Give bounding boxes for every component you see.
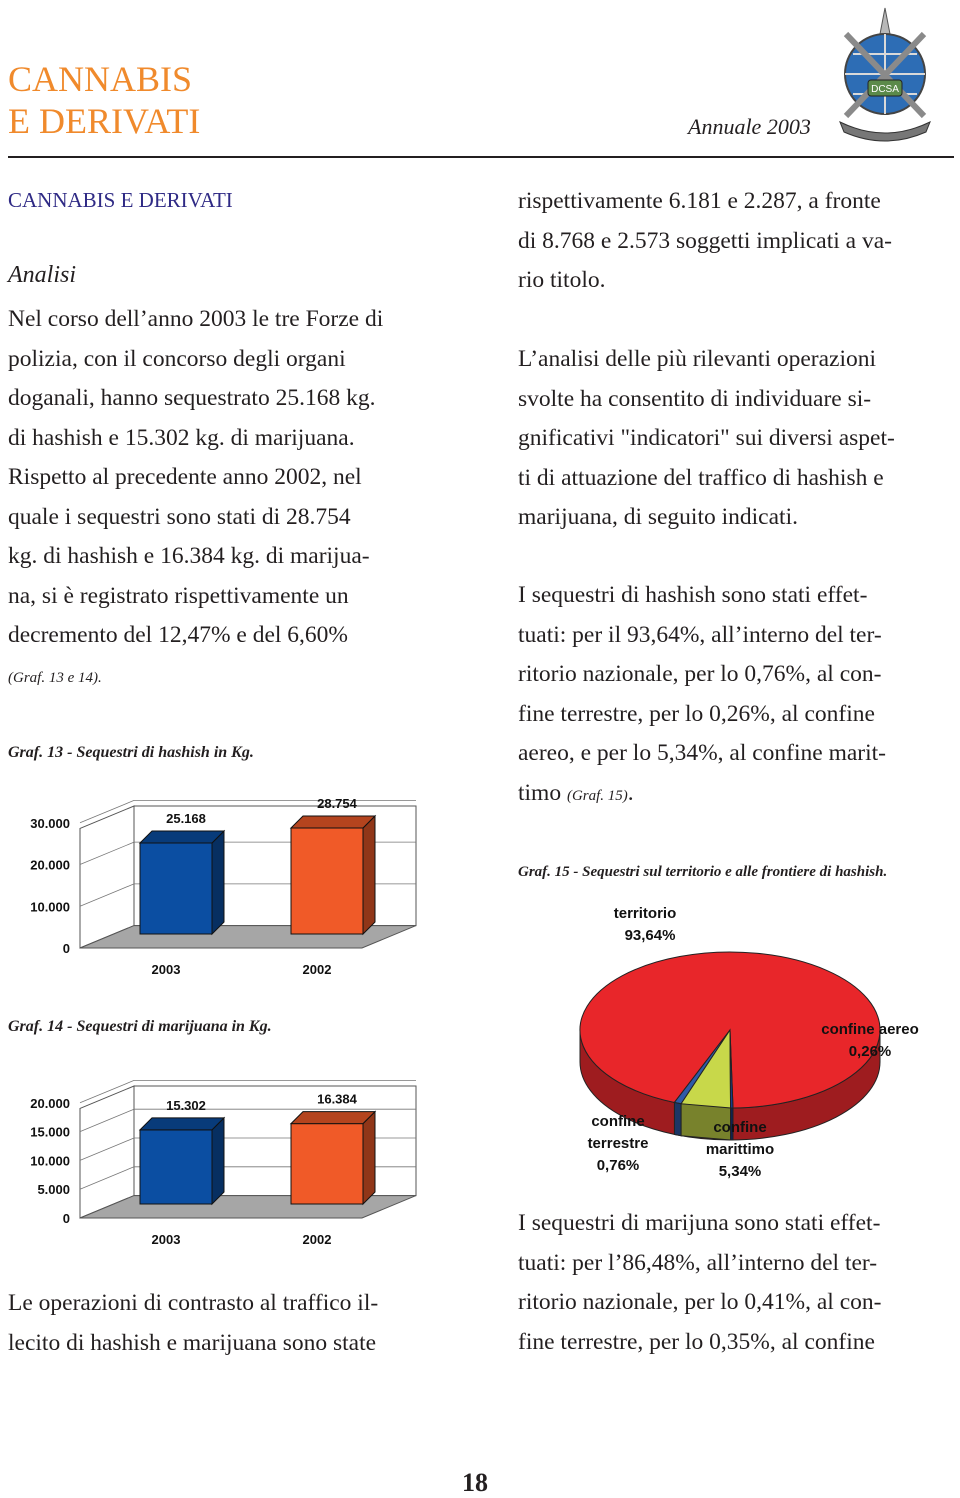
graf14-caption: Graf. 14 - Sequestri di marijuana in Kg. <box>8 1018 272 1035</box>
text-line: tuati: per l’86,48%, all’interno del ter- <box>518 1249 878 1276</box>
text-line: rio titolo. <box>518 267 606 293</box>
pie-label: confine aereo <box>821 1021 919 1038</box>
text-line: doganali, hanno sequestrato 25.168 kg. <box>8 385 376 411</box>
text-line: Rispetto al precedente anno 2002, nel <box>8 464 362 490</box>
text-line: kg. di hashish e 16.384 kg. di marijua- <box>8 543 370 569</box>
text-line: tuati: per il 93,64%, all’interno del ter- <box>518 621 882 648</box>
text-line: quale i sequestri sono stati di 28.754 <box>8 503 351 530</box>
bar-top <box>140 1118 224 1130</box>
bar-side <box>212 831 224 934</box>
x-category-label: 2003 <box>151 962 181 977</box>
pie-label: marittimo <box>705 1141 775 1158</box>
y-tick-label: 15.000 <box>30 1124 70 1140</box>
graf13-bar-chart <box>8 792 428 982</box>
pie-label: 0,76% <box>596 1157 640 1174</box>
graf14-bar-chart <box>8 1072 428 1252</box>
bar-top <box>291 816 375 828</box>
chart-side-wall <box>80 806 134 948</box>
text-line: fine terrestre, per lo 0,35%, al confine <box>518 1328 875 1355</box>
bar-value-label: 16.384 <box>317 1091 357 1107</box>
text-line: fine terrestre, per lo 0,26%, al confine <box>518 700 875 727</box>
y-tick-label: 20.000 <box>30 1095 70 1111</box>
graf13-caption: Graf. 13 - Sequestri di hashish in Kg. <box>8 744 254 761</box>
pie-slice-side <box>674 1102 681 1135</box>
bar-front <box>291 1124 363 1204</box>
text-line: svolte ha consentito di individuare si- <box>518 385 872 412</box>
right-paragraph-3: I sequestri di hashish sono stati effet- tuati: per il 93,64%, all’interno del ter- ritorio nazionale, per lo 0,76%, al con- fine terrestre, per lo 0,26%, al confine aereo, e per lo 5,34%, al confine marit- timo (Graf. 15). <box>518 576 952 813</box>
graf15-pie-chart <box>570 896 950 1192</box>
header-title <box>8 58 200 142</box>
text-line: na, si è registrato rispettivamente un <box>8 582 349 609</box>
text-line: di hashish e 15.302 kg. di marijuana. <box>8 424 355 451</box>
left-paragraph-1 <box>8 300 440 695</box>
text-line: L’analisi delle più rilevanti operazioni <box>518 346 877 372</box>
text-line: polizia, con il concorso degli organi <box>8 345 346 372</box>
x-category-label: 2003 <box>151 1232 181 1247</box>
y-tick-label: 30.000 <box>30 815 70 831</box>
header-divider <box>8 156 954 158</box>
bar-2002 <box>291 1112 375 1204</box>
text-line: di 8.768 e 2.573 soggetti implicati a va- <box>518 227 892 254</box>
bar-value-label: 28.754 <box>317 796 357 811</box>
bar-side <box>363 816 375 934</box>
text-line: ti di attuazione del traffico di hashish e <box>518 464 884 491</box>
y-tick-label: 0 <box>62 941 70 956</box>
bar-value-label: 15.302 <box>166 1097 206 1113</box>
pie-label: 93,64% <box>624 927 676 944</box>
text-line: rispettivamente 6.181 e 2.287, a fronte <box>518 188 881 214</box>
text-line: ritorio nazionale, per lo 0,41%, al con- <box>518 1289 882 1315</box>
bar-2003 <box>140 831 224 934</box>
text-line: Le operazioni di contrasto al traffico il- <box>8 1290 379 1316</box>
y-tick-label: 0 <box>62 1211 70 1226</box>
pie-label: 0,26% <box>848 1043 892 1060</box>
text-line: timo <box>518 779 562 806</box>
bar-value-label: 25.168 <box>166 810 206 826</box>
pie-label: confine <box>591 1113 645 1130</box>
dcsa-emblem-logo <box>826 4 944 150</box>
bar-top <box>140 831 224 843</box>
y-tick-label: 10.000 <box>30 1153 70 1169</box>
chart-side-wall <box>80 1086 134 1218</box>
y-tick-label: 5.000 <box>37 1182 70 1198</box>
section-title: CANNABIS E DERIVATI <box>8 188 233 212</box>
right-paragraph-1 <box>518 182 952 301</box>
subsection-heading: Analisi <box>8 262 77 288</box>
bar-2002 <box>291 816 375 934</box>
bar-2003 <box>140 1118 224 1204</box>
annual-label: Annuale 2003 <box>688 114 811 139</box>
pie-label: territorio <box>613 905 677 922</box>
pie-label: terrestre <box>587 1135 649 1152</box>
y-tick-label: 10.000 <box>30 899 70 915</box>
text-line: lecito di hashish e marijuana sono state <box>8 1329 377 1356</box>
right-paragraph-2 <box>518 340 952 538</box>
text-line: I sequestri di hashish sono stati effet- <box>518 582 868 608</box>
right-paragraph-4 <box>518 1204 952 1362</box>
text-line: marijuana, di seguito indicati. <box>518 504 798 530</box>
pie-label: confine <box>713 1119 767 1136</box>
left-paragraph-2 <box>8 1284 444 1363</box>
bar-side <box>363 1112 375 1204</box>
header-title-line2: E DERIVATI <box>8 101 201 141</box>
text-line: Nel corso dell’anno 2003 le tre Forze di <box>8 306 384 332</box>
y-tick-label: 20.000 <box>30 857 70 873</box>
figure-reference: (Graf. 13 e 14). <box>8 669 102 686</box>
text-line: gnificativi "indicatori" sui diversi aspet- <box>518 425 895 451</box>
bar-front <box>291 828 363 934</box>
text-line: I sequestri di marijuna sono stati effet- <box>518 1210 881 1236</box>
text-line: ritorio nazionale, per lo 0,76%, al con- <box>518 661 882 687</box>
graf15-caption: Graf. 15 - Sequestri sul territorio e alle frontiere di hashish. <box>518 864 888 880</box>
text-line: aereo, e per lo 5,34%, al confine marit- <box>518 740 887 766</box>
bar-side <box>212 1118 224 1204</box>
page-number: 18 <box>462 1468 488 1497</box>
x-category-label: 2002 <box>302 962 332 977</box>
x-category-label: 2002 <box>302 1232 332 1247</box>
figure-reference: (Graf. 15) <box>566 787 628 804</box>
bar-front <box>140 1130 212 1204</box>
bar-front <box>140 843 212 934</box>
bar-top <box>291 1112 375 1124</box>
pie-label: 5,34% <box>718 1163 762 1180</box>
header-title-line1: CANNABIS <box>8 59 193 99</box>
text-line: decremento del 12,47% e del 6,60% <box>8 622 348 648</box>
logo-text: DCSA <box>871 84 899 95</box>
